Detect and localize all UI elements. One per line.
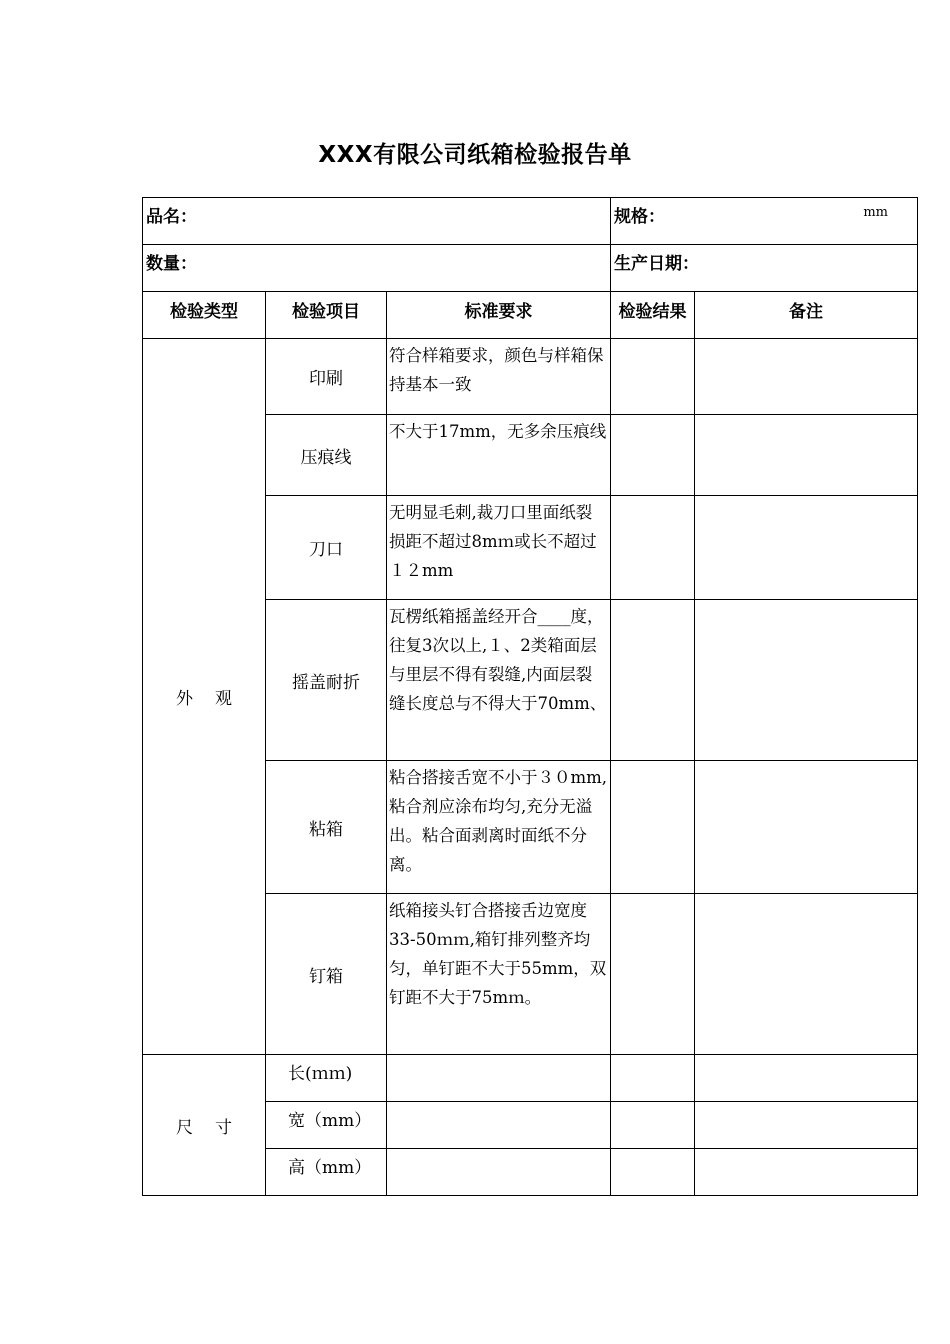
column-header-row	[143, 292, 918, 339]
spec-label: 规格：	[614, 207, 666, 227]
spec-unit: mm	[863, 205, 889, 220]
remarks-cell[interactable]	[695, 761, 918, 894]
result-cell[interactable]	[611, 339, 695, 415]
result-cell[interactable]	[611, 894, 695, 1055]
result-cell[interactable]	[611, 1149, 695, 1196]
production-date-field[interactable]	[611, 245, 918, 292]
dimension-label: 高（mm）	[266, 1149, 387, 1196]
table-row	[143, 1055, 918, 1102]
standard-text: 无明显毛刺,裁刀口里面纸裂损距不超过8mｍ或长不超过１２mm	[387, 496, 611, 600]
dimension-label: 长(ｍｍ)	[266, 1055, 387, 1102]
product-name-label: 品名：	[146, 207, 197, 227]
item-label: 粘箱	[266, 761, 387, 894]
spec-field[interactable]	[611, 198, 918, 245]
quantity-label: 数量：	[146, 254, 197, 274]
remarks-cell[interactable]	[695, 1102, 918, 1149]
production-date-label: 生产日期：	[614, 254, 700, 274]
standard-text: 瓦楞纸箱摇盖经开合____度，往复3次以上,１、2类箱面层与里层不得有裂缝,内面层裂缝长度总与不得大于70mm、	[387, 600, 611, 761]
remarks-cell[interactable]	[695, 339, 918, 415]
remarks-cell[interactable]	[695, 1149, 918, 1196]
item-label: 钉箱	[266, 894, 387, 1055]
quantity-row	[143, 245, 918, 292]
item-label: 刀口	[266, 496, 387, 600]
standard-text: 符合样箱要求，颜色与样箱保持基本一致	[387, 339, 611, 415]
standard-cell[interactable]	[387, 1102, 611, 1149]
product-name-field[interactable]	[143, 198, 611, 245]
standard-cell[interactable]	[387, 1055, 611, 1102]
remarks-cell[interactable]	[695, 415, 918, 496]
col-header-remarks: 备注	[695, 292, 918, 339]
remarks-cell[interactable]	[695, 894, 918, 1055]
col-header-standard: 标准要求	[387, 292, 611, 339]
item-label: 摇盖耐折	[266, 600, 387, 761]
standard-text: 不大于17mm，无多余压痕线	[387, 415, 611, 496]
product-name-row	[143, 198, 918, 245]
standard-cell[interactable]	[387, 1149, 611, 1196]
result-cell[interactable]	[611, 1102, 695, 1149]
report-title: XXX有限公司纸箱检验报告单	[318, 142, 632, 168]
item-label: 压痕线	[266, 415, 387, 496]
remarks-cell[interactable]	[695, 496, 918, 600]
category-appearance: 外观	[143, 339, 266, 1055]
remarks-cell[interactable]	[695, 600, 918, 761]
result-cell[interactable]	[611, 1055, 695, 1102]
dimension-label: 宽（mm）	[266, 1102, 387, 1149]
result-cell[interactable]	[611, 415, 695, 496]
inspection-table	[142, 197, 918, 1196]
quantity-field[interactable]	[143, 245, 611, 292]
col-header-result: 检验结果	[611, 292, 695, 339]
col-header-type: 检验类型	[143, 292, 266, 339]
result-cell[interactable]	[611, 761, 695, 894]
result-cell[interactable]	[611, 600, 695, 761]
result-cell[interactable]	[611, 496, 695, 600]
category-dimensions: 尺寸	[143, 1055, 266, 1196]
remarks-cell[interactable]	[695, 1055, 918, 1102]
standard-text: 粘合搭接舌宽不小于３０mm,粘合剂应涂布均匀,充分无溢出。粘合面剥离时面纸不分离。	[387, 761, 611, 894]
col-header-item: 检验项目	[266, 292, 387, 339]
table-row	[143, 339, 918, 415]
standard-text: 纸箱接头钉合搭接舌边宽度33-50ｍｍ,箱钉排列整齐均匀，单钉距不大于55mm，双钉距不大于75mｍ。	[387, 894, 611, 1055]
item-label: 印刷	[266, 339, 387, 415]
